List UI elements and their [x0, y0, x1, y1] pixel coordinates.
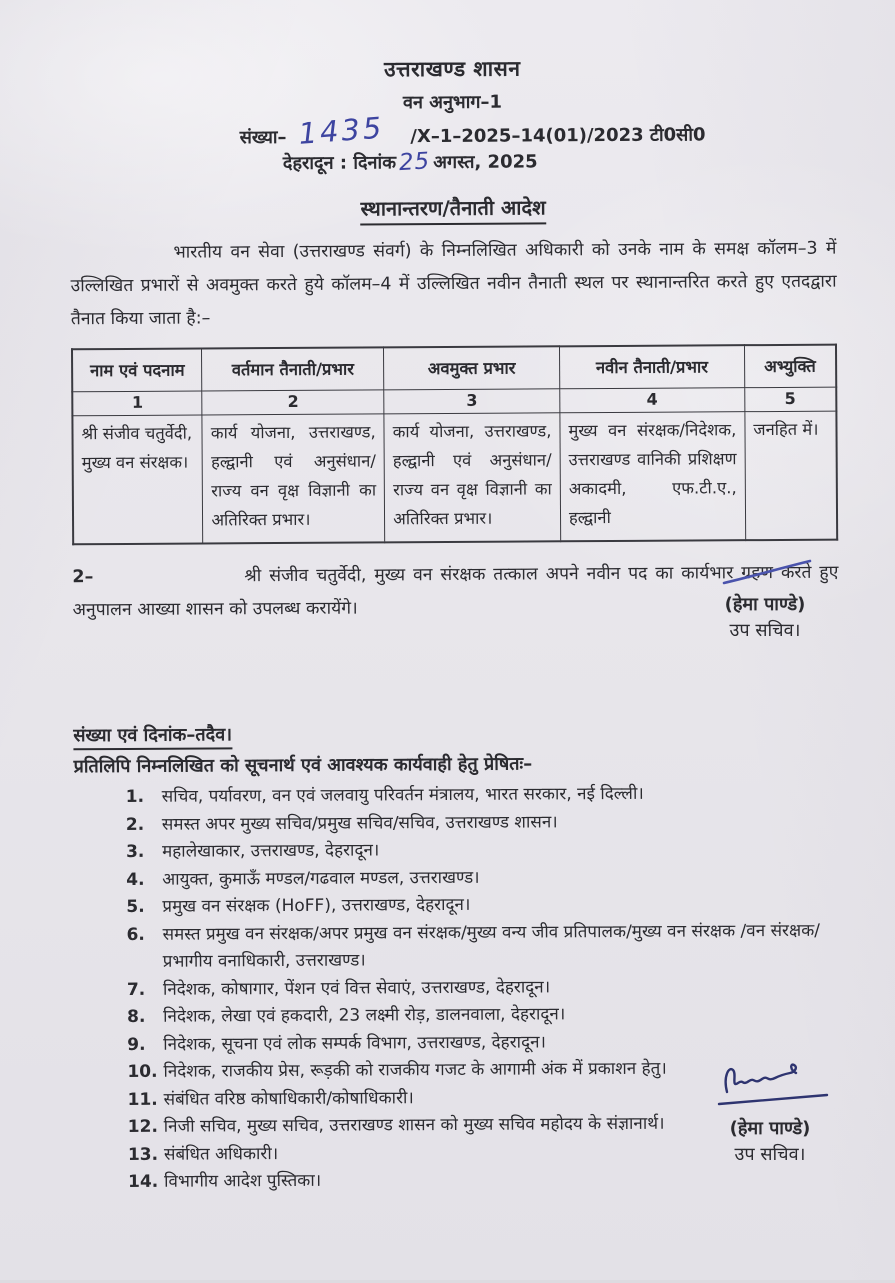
list-item-number: 1. [125, 786, 145, 807]
copy-section-heading-text: संख्या एवं दिनांक–तदैव। [73, 724, 232, 750]
place-date-suffix: अगस्त, 2025 [433, 151, 538, 174]
government-name: उत्तराखण्ड शासन [384, 56, 521, 82]
place-date-line [283, 148, 836, 175]
place-date-prefix: देहरादून : दिनांक [282, 152, 397, 174]
signature-block-middle [690, 558, 840, 644]
list-item-text: प्रमुख वन संरक्षक (HoFF), उत्तराखण्ड, देहरादून। [162, 894, 471, 917]
list-item-text: महालेखाकार, उत्तराखण्ड, देहरादून। [162, 840, 380, 862]
cell-remarks: जनहित में। [745, 411, 837, 540]
list-item [74, 917, 840, 977]
list-item-text: निदेशक, लेखा एवं हकदारी, 23 लक्ष्मी रोड़, डालनवाला, देहरादून। [163, 1004, 566, 1027]
order-title-text: स्थानान्तरण/तैनाती आदेश [361, 195, 546, 225]
cell-current-posting: कार्य योजना, उत्तराखण्ड, हल्द्वानी एवं अनुसंधान/ राज्य वन वृक्ष विज्ञानी का अतिरिक्त प्रभार। [202, 414, 385, 544]
reference-number-line [239, 110, 836, 151]
paragraph-2-text: श्री संजीव चतुर्वेदी, मुख्य वन संरक्षक तत्काल अपने नवीन पद का कार्यभार ग्रहण करते हुए अनुपालन आख्या शासन को उपलब्ध करायेंगे। [72, 562, 839, 621]
list-item-number: 5. [126, 896, 145, 917]
cell-new-posting: मुख्य वन संरक्षक/निदेशक, उत्तराखण्ड वानिकी प्रशिक्षण अकादमी, एफ.टी.ए., हल्द्वानी [560, 412, 746, 542]
col-header-relieved-charge: अवमुक्त प्रभार [384, 346, 560, 390]
paragraph-2-number: 2– [72, 567, 94, 588]
list-item-text: निजी सचिव, मुख्य सचिव, उत्तराखण्ड शासन को मुख्य सचिव महोदय के संज्ञानार्थ। [163, 1113, 665, 1137]
order-paragraph-1: भारतीय वन सेवा (उत्तराखण्ड संवर्ग) के निम्नलिखित अधिकारी को उनके नाम के समक्ष कॉलम–3 में उल्लिखित प्रभारों से अवमुक्त करते हुये कॉलम–4 में उल्लिखित नवीन तैनाती स्थल पर स्थानान्तरित करते हुए एतदद्वारा तैनात किया जाता है:– [70, 238, 837, 330]
col-number-2: 2 [202, 390, 384, 415]
list-item-text: सचिव, पर्यावरण, वन एवं जलवायु परिवर्तन मंत्रालय, भारत सरकार, नई दिल्ली। [161, 783, 644, 807]
list-item-text: समस्त प्रमुख वन संरक्षक/अपर प्रमुख वन संरक्षक/मुख्य वन्य जीव प्रतिपालक/मुख्य वन संरक्षक /वन संरक्षक/प्रभागीय वनाधिकारी, उत्तराखण्ड। [162, 920, 821, 972]
list-item [76, 1165, 842, 1197]
list-item-text: समस्त अपर मुख्य सचिव/प्रमुख सचिव/सचिव, उत्तराखण्ड शासन। [161, 811, 558, 835]
signatory-name: (हेमा पाण्डे) [724, 594, 806, 615]
signature-scribble-icon [705, 1058, 835, 1110]
signatory-designation: उप सचिव। [729, 620, 801, 641]
col-number-5: 5 [745, 387, 837, 412]
list-item-number: 11. [127, 1089, 158, 1110]
copy-section-heading [73, 719, 839, 748]
list-item-text: विभागीय आदेश पुस्तिका। [164, 1170, 322, 1192]
list-item-number: 7. [126, 979, 146, 1000]
reference-number-label: संख्या– [239, 126, 287, 149]
handwritten-day: 25 [398, 148, 432, 177]
table-row [72, 411, 837, 544]
handwritten-reference-number: 1435 [297, 110, 386, 151]
list-item-number: 3. [126, 841, 145, 862]
list-item-number: 9. [127, 1034, 146, 1055]
col-header-new-posting: नवीन तैनाती/प्रभार [559, 345, 744, 389]
list-item-number: 10. [127, 1061, 158, 1082]
transfer-order-table [71, 344, 838, 546]
col-header-current-posting: वर्तमान तैनाती/प्रभार [202, 347, 384, 391]
col-number-3: 3 [384, 389, 560, 414]
signature-block-bottom [690, 1058, 850, 1168]
list-item-text: आयुक्त, कुमाऊँ मण्डल/गढवाल मण्डल, उत्तराखण्ड। [162, 867, 480, 890]
col-header-remarks: अभ्युक्ति [744, 345, 836, 388]
signatory-name: (हेमा पाण्डे) [729, 1118, 811, 1139]
department-section-line: वन अनुभाग–1 [402, 91, 503, 114]
list-item-text: संबंधित अधिकारी। [163, 1143, 279, 1165]
signatory-designation: उप सचिव। [734, 1144, 806, 1165]
list-item-text: निदेशक, कोषागार, पेंशन एवं वित्त सेवाएं, उत्तराखण्ड, देहरादून। [162, 976, 551, 1000]
list-item-number: 2. [125, 814, 145, 835]
list-item-number: 13. [127, 1144, 159, 1165]
col-header-name: नाम एवं पदनाम [72, 348, 202, 391]
list-item-text: निदेशक, सूचना एवं लोक सम्पर्क विभाग, उत्तराखण्ड, देहरादून। [163, 1031, 547, 1055]
list-item-number: 4. [126, 869, 145, 890]
cell-relieved-charge: कार्य योजना, उत्तराखण्ड, हल्द्वानी एवं अनुसंधान/ राज्य वन वृक्ष विज्ञानी का अतिरिक्त प्रभार। [384, 413, 561, 543]
col-number-1: 1 [72, 391, 202, 416]
cell-officer-name: श्री संजीव चतुर्वेदी, मुख्य वन संरक्षक। [72, 415, 203, 544]
order-title [70, 192, 836, 224]
list-item-number: 8. [127, 1006, 146, 1027]
list-item-number: 6. [126, 924, 145, 945]
list-item-text: निदेशक, राजकीय प्रेस, रूड़की को राजकीय गजट के आगामी अंक में प्रकाशन हेतु। [163, 1058, 667, 1082]
table-header-row [72, 345, 836, 392]
col-number-4: 4 [560, 388, 745, 413]
list-item-text: संबंधित वरिष्ठ कोषाधिकारी/कोषाधिकारी। [163, 1087, 414, 1110]
list-item-number: 12. [127, 1116, 158, 1137]
reference-file-number: /X–1–2025–14(01)/2023 टी0सी0 [410, 124, 706, 148]
signature-stroke-icon [710, 558, 820, 586]
copy-section-intro: प्रतिलिपि निम्नलिखित को सूचनार्थ एवं आवश्यक कार्यवाही हेतु प्रेषितः– [73, 753, 533, 778]
list-item-number: 14. [128, 1171, 159, 1192]
